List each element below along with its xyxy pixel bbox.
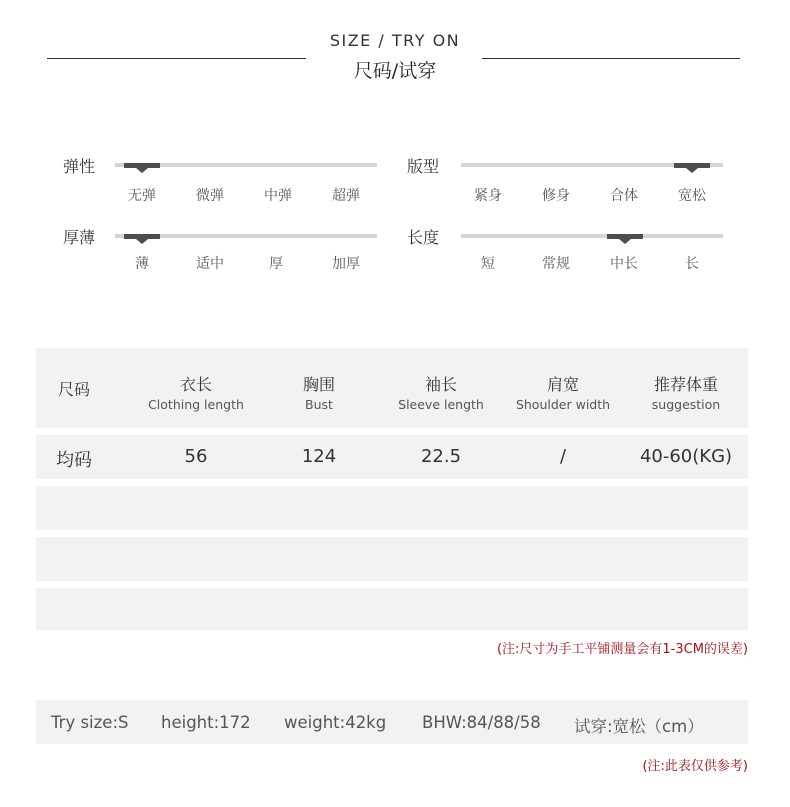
length-option: 中长 (610, 256, 638, 272)
table-row-empty (36, 486, 748, 530)
elasticity-marker (124, 163, 160, 168)
header-clothing-length-en: Clothing length (148, 397, 244, 412)
header-cell-sleeve-length (381, 372, 501, 412)
title-english: SIZE / TRY ON (329, 31, 461, 50)
header-sleeve-length-en: Sleeve length (398, 397, 484, 412)
elasticity-option: 超弹 (332, 188, 360, 204)
header-bust-en: Bust (305, 397, 333, 412)
length-label: 长度 (407, 228, 440, 247)
header-cell-shoulder-width (503, 372, 623, 412)
fit-option: 宽松 (678, 188, 706, 204)
reference-note: (注:此表仅供参考) (642, 759, 748, 774)
fit-marker (674, 163, 710, 168)
thickness-label: 厚薄 (63, 228, 96, 247)
thickness-option: 适中 (196, 256, 224, 272)
fit-option: 合体 (610, 188, 638, 204)
header-sleeve-length-cn: 袖长 (424, 375, 457, 394)
try-fit: 试穿:宽松（cm） (574, 717, 704, 736)
elasticity-option: 微弹 (196, 188, 224, 204)
try-bhw: BHW:84/88/58 (422, 713, 541, 732)
table-row (36, 435, 748, 479)
header-shoulder-width-cn: 肩宽 (546, 375, 579, 394)
length-track (461, 234, 723, 238)
size-table-header (36, 348, 748, 428)
header-suggestion-cn: 推荐体重 (653, 375, 718, 394)
thickness-option: 薄 (135, 256, 149, 272)
header-bust-cn: 胸围 (302, 375, 335, 394)
try-weight: weight:42kg (284, 713, 387, 732)
table-cell-size: 均码 (56, 450, 92, 471)
fit-label: 版型 (407, 157, 440, 176)
table-row-empty (36, 588, 748, 630)
elasticity-label: 弹性 (63, 157, 96, 176)
length-option: 短 (481, 256, 495, 272)
elasticity-option: 中弹 (264, 188, 292, 204)
table-cell-shoulder-width: / (559, 446, 567, 467)
header-shoulder-width-en: Shoulder width (515, 397, 611, 412)
header-suggestion-en: suggestion (651, 397, 721, 412)
table-cell-sleeve-length: 22.5 (420, 446, 462, 467)
fit-option: 修身 (542, 188, 570, 204)
thickness-option: 加厚 (332, 256, 360, 272)
try-size: Try size:S (51, 713, 129, 732)
table-cell-bust: 124 (301, 446, 337, 467)
header-cell-suggestion (626, 372, 746, 412)
length-option: 常规 (542, 256, 570, 272)
header-size-cn: 尺码 (57, 380, 90, 399)
title-chinese: 尺码/试穿 (353, 60, 437, 82)
header-cell-size (36, 377, 112, 400)
elasticity-option: 无弹 (128, 188, 156, 204)
length-option: 长 (685, 256, 699, 272)
thickness-option: 厚 (269, 256, 283, 272)
length-marker (607, 234, 643, 239)
header-clothing-length-cn: 衣长 (179, 375, 212, 394)
table-row-empty (36, 537, 748, 581)
try-height: height:172 (161, 713, 251, 732)
fit-option: 紧身 (474, 188, 502, 204)
measurement-note: (注:尺寸为手工平铺测量会有1-3CM的误差) (496, 642, 748, 657)
header-cell-clothing-length (136, 372, 256, 412)
table-cell-clothing-length: 56 (184, 446, 208, 467)
header-cell-bust (259, 372, 379, 412)
thickness-marker (124, 234, 160, 239)
table-cell-suggestion: 40-60(KG) (639, 446, 733, 467)
